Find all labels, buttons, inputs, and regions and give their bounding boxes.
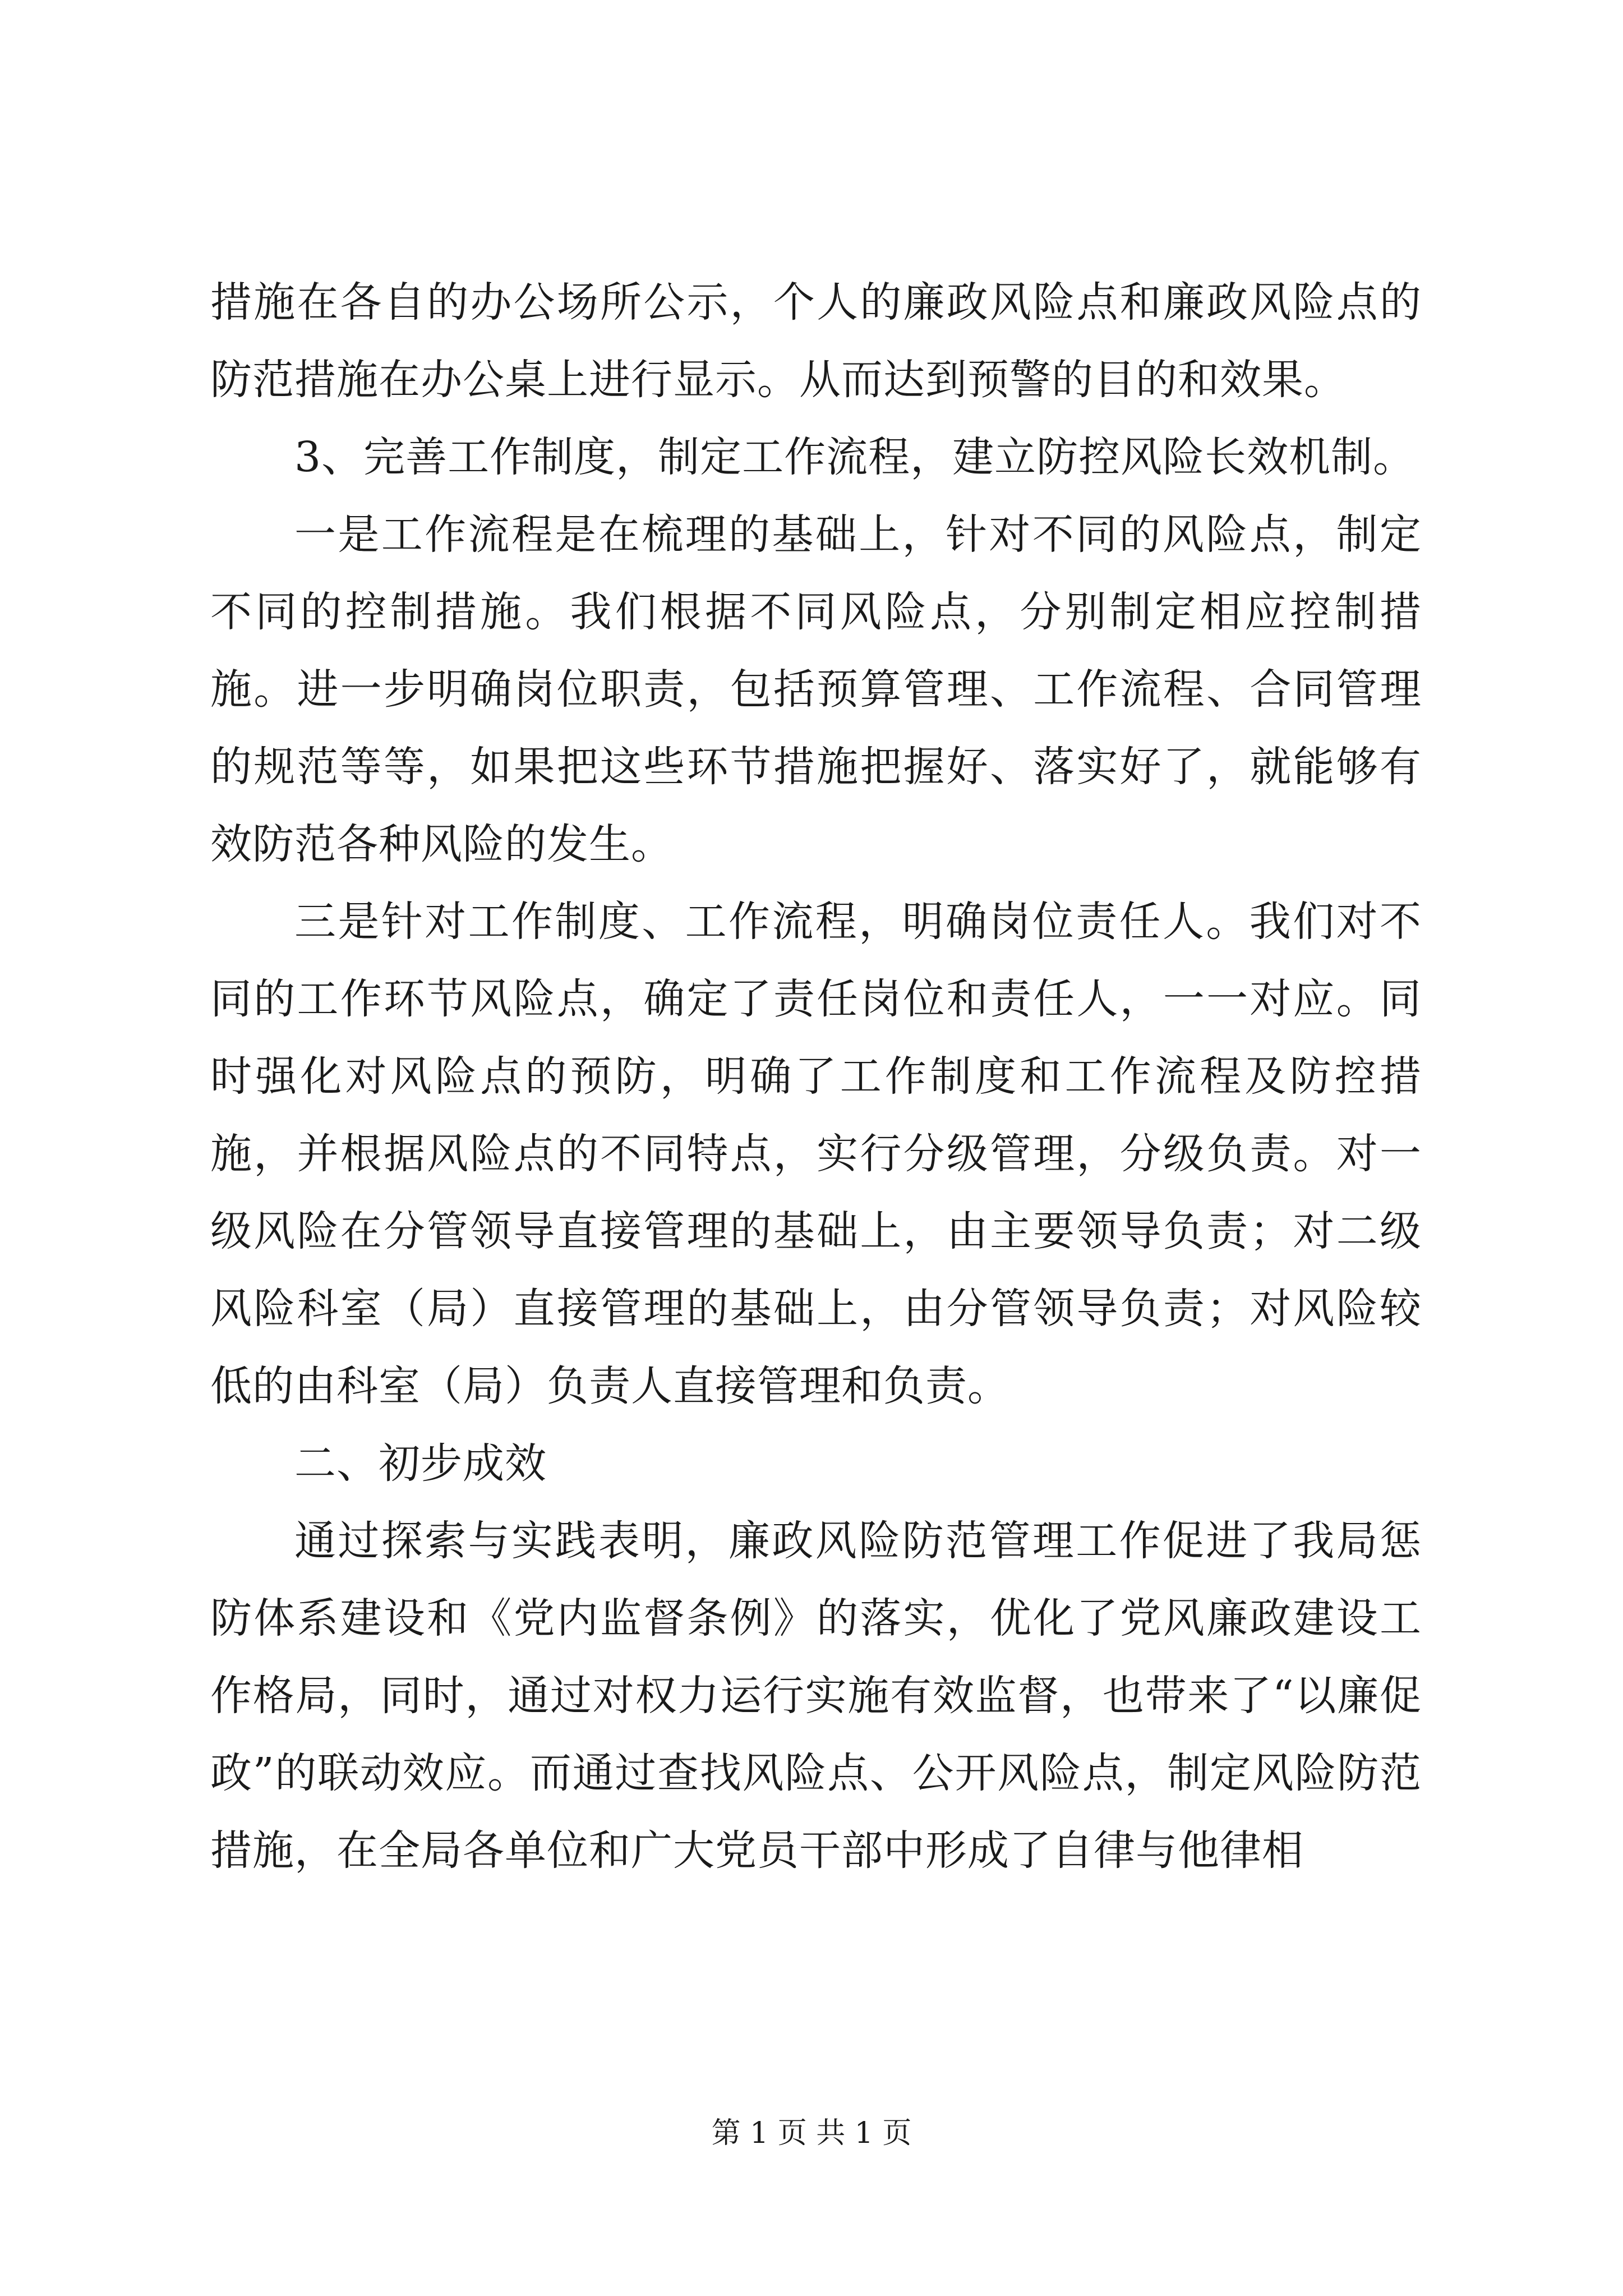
page-footer: 第 1 页 共 1 页 xyxy=(711,2116,912,2150)
paragraph-6: 通过探索与实践表明，廉政风险防范管理工作促进了我局惩防体系建设和《党内监督条例》的落实，优化了党风廉政建设工作格局，同时，通过对权力运行实施有效监督，也带来了“以廉促政”的联动效应。而通过查找风险点、公开风险点，制定风险防范措施，在全局各单位和广大党员干部中形成了自律与他律相 xyxy=(210,1517,1422,1875)
paragraph-1: 措施在各自的办公场所公示，个人的廉政风险点和廉政风险点的防范措施在办公桌上进行显示。从而达到预警的目的和效果。 xyxy=(210,278,1422,404)
paragraph-4: 三是针对工作制度、工作流程，明确岗位责任人。我们对不同的工作环节风险点，确定了责任岗位和责任人，一一对应。同时强化对风险点的预防，明确了工作制度和工作流程及防控措施，并根据风险点的不同特点，实行分级管理，分级负责。对一级风险在分管领导直接管理的基础上，由主要领导负责；对二级风险科室（局）直接管理的基础上，由分管领导负责；对风险较低的由科室（局）负责人直接管理和负责。 xyxy=(210,898,1422,1410)
paragraph-2-heading: 3、完善工作制度，制定工作流程，建立防控风险长效机制。 xyxy=(294,433,1415,481)
document-body xyxy=(210,264,1422,2031)
section-heading: 二、初步成效 xyxy=(294,1439,547,1488)
paragraph-3: 一是工作流程是在梳理的基础上，针对不同的风险点，制定不同的控制措施。我们根据不同风险点，分别制定相应控制措施。进一步明确岗位职责，包括预算管理、工作流程、合同管理的规范等等，如果把这些环节措施把握好、落实好了，就能够有效防范各种风险的发生。 xyxy=(210,510,1422,868)
